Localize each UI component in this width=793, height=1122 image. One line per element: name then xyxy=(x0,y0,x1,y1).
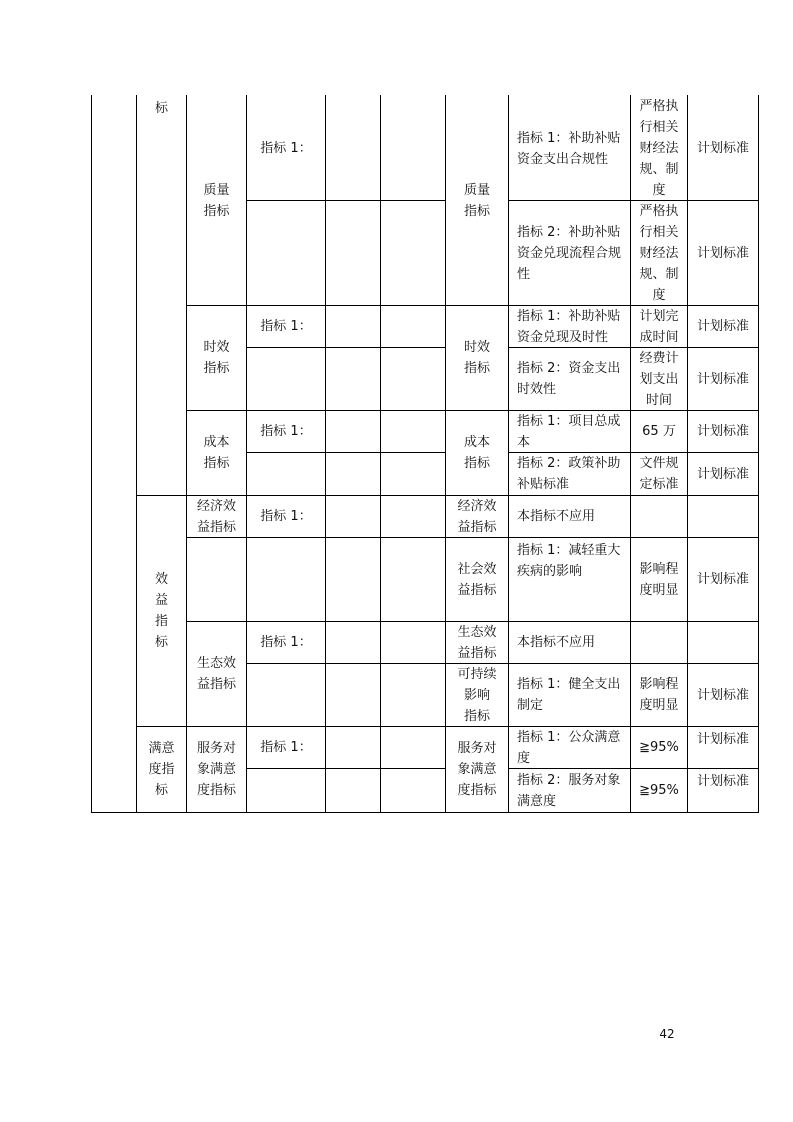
subcategory-cell: 经济效 益指标 xyxy=(196,498,236,535)
indicator-label-cell: 指标 1： xyxy=(260,319,312,334)
standard-cell: 计划标准 xyxy=(696,319,749,334)
target-value-cell: 65 万 xyxy=(642,424,676,439)
grid-line xyxy=(246,452,445,453)
standard-cell: 计划标准 xyxy=(696,140,749,156)
target-value-cell: 严格执 行相关 财经法 规、制 度 xyxy=(639,203,679,303)
indicator-description-cell: 指标 2：资金支出 时效性 xyxy=(517,361,621,397)
standard-cell: 计划标准 xyxy=(696,572,749,587)
indicator-description-cell: 本指标不应用 xyxy=(517,509,596,524)
standard-cell: 计划标准 xyxy=(696,424,749,439)
standard-cell: 计划标准 xyxy=(696,774,749,789)
grid-line xyxy=(246,95,247,813)
target-value-cell: ≧95% xyxy=(639,740,679,755)
category-cell: 标 xyxy=(154,101,168,116)
subcategory-cell: 服务对 象满意 度指标 xyxy=(457,741,497,798)
indicator-label-cell: 指标 1： xyxy=(260,424,312,439)
grid-line xyxy=(246,768,445,769)
indicator-label-cell: 指标 1： xyxy=(260,740,312,755)
subcategory-cell: 时效 指标 xyxy=(203,340,230,376)
standard-cell: 计划标准 xyxy=(696,687,749,703)
indicator-description-cell: 指标 2：补助补贴 资金兑现流程合规 性 xyxy=(517,224,622,282)
standard-cell: 计划标准 xyxy=(696,466,749,482)
target-value-cell: 经费计 划支出 时间 xyxy=(639,350,679,408)
category-cell: 满意 度指 标 xyxy=(148,741,175,798)
target-value-cell: 影响程 度明显 xyxy=(639,677,679,713)
grid-line xyxy=(246,347,445,348)
grid-line xyxy=(91,812,759,813)
indicator-description-cell: 指标 1：补助补贴 资金兑现及时性 xyxy=(517,308,621,345)
grid-line xyxy=(758,95,759,813)
subcategory-cell: 生态效 益指标 xyxy=(457,624,497,661)
subcategory-cell: 质量 指标 xyxy=(203,182,230,219)
target-value-cell: 严格执 行相关 财经法 规、制 度 xyxy=(639,98,679,198)
target-value-cell: 影响程 度明显 xyxy=(639,561,679,598)
indicator-description-cell: 本指标不应用 xyxy=(517,635,596,650)
subcategory-cell: 时效 指标 xyxy=(463,340,490,376)
standard-cell: 计划标准 xyxy=(696,371,749,387)
grid-line xyxy=(380,95,381,813)
indicator-label-cell: 指标 1： xyxy=(260,140,312,156)
subcategory-cell: 成本 指标 xyxy=(463,435,490,471)
subcategory-cell: 社会效 益指标 xyxy=(457,561,497,598)
indicator-description-cell: 指标 2：政策补助 补贴标准 xyxy=(517,456,621,492)
indicator-description-cell: 指标 1：项目总成 本 xyxy=(517,413,621,450)
indicator-description-cell: 指标 2：服务对象 满意度 xyxy=(517,772,621,809)
indicator-description-cell: 指标 1：健全支出 制定 xyxy=(517,677,621,713)
subcategory-cell: 经济效 益指标 xyxy=(457,498,497,535)
indicator-description-cell: 指标 1：公众满意 度 xyxy=(517,729,621,766)
subcategory-cell: 质量 指标 xyxy=(463,182,490,219)
indicator-label-cell: 指标 1： xyxy=(260,509,312,524)
subcategory-cell: 可持续 影响 指标 xyxy=(457,666,497,724)
subcategory-cell: 服务对 象满意 度指标 xyxy=(196,741,236,798)
indicator-description-cell: 指标 1：减轻重大 疾病的影响 xyxy=(517,543,621,579)
standard-cell: 计划标准 xyxy=(696,245,749,261)
category-cell: 效 益 指 标 xyxy=(154,572,168,650)
grid-line xyxy=(246,200,445,201)
target-value-cell: 计划完 成时间 xyxy=(639,308,679,345)
indicator-description-cell: 指标 1：补助补贴 资金支出合规性 xyxy=(517,131,621,167)
target-value-cell: ≧95% xyxy=(639,783,679,798)
subcategory-cell: 成本 指标 xyxy=(203,435,230,471)
subcategory-cell: 生态效 益指标 xyxy=(196,656,236,692)
grid-line xyxy=(325,95,326,813)
grid-line xyxy=(91,95,92,813)
target-value-cell: 文件规 定标准 xyxy=(639,456,679,492)
page-number: 42 xyxy=(659,1027,675,1041)
standard-cell: 计划标准 xyxy=(696,732,749,747)
indicator-label-cell: 指标 1： xyxy=(260,635,312,650)
